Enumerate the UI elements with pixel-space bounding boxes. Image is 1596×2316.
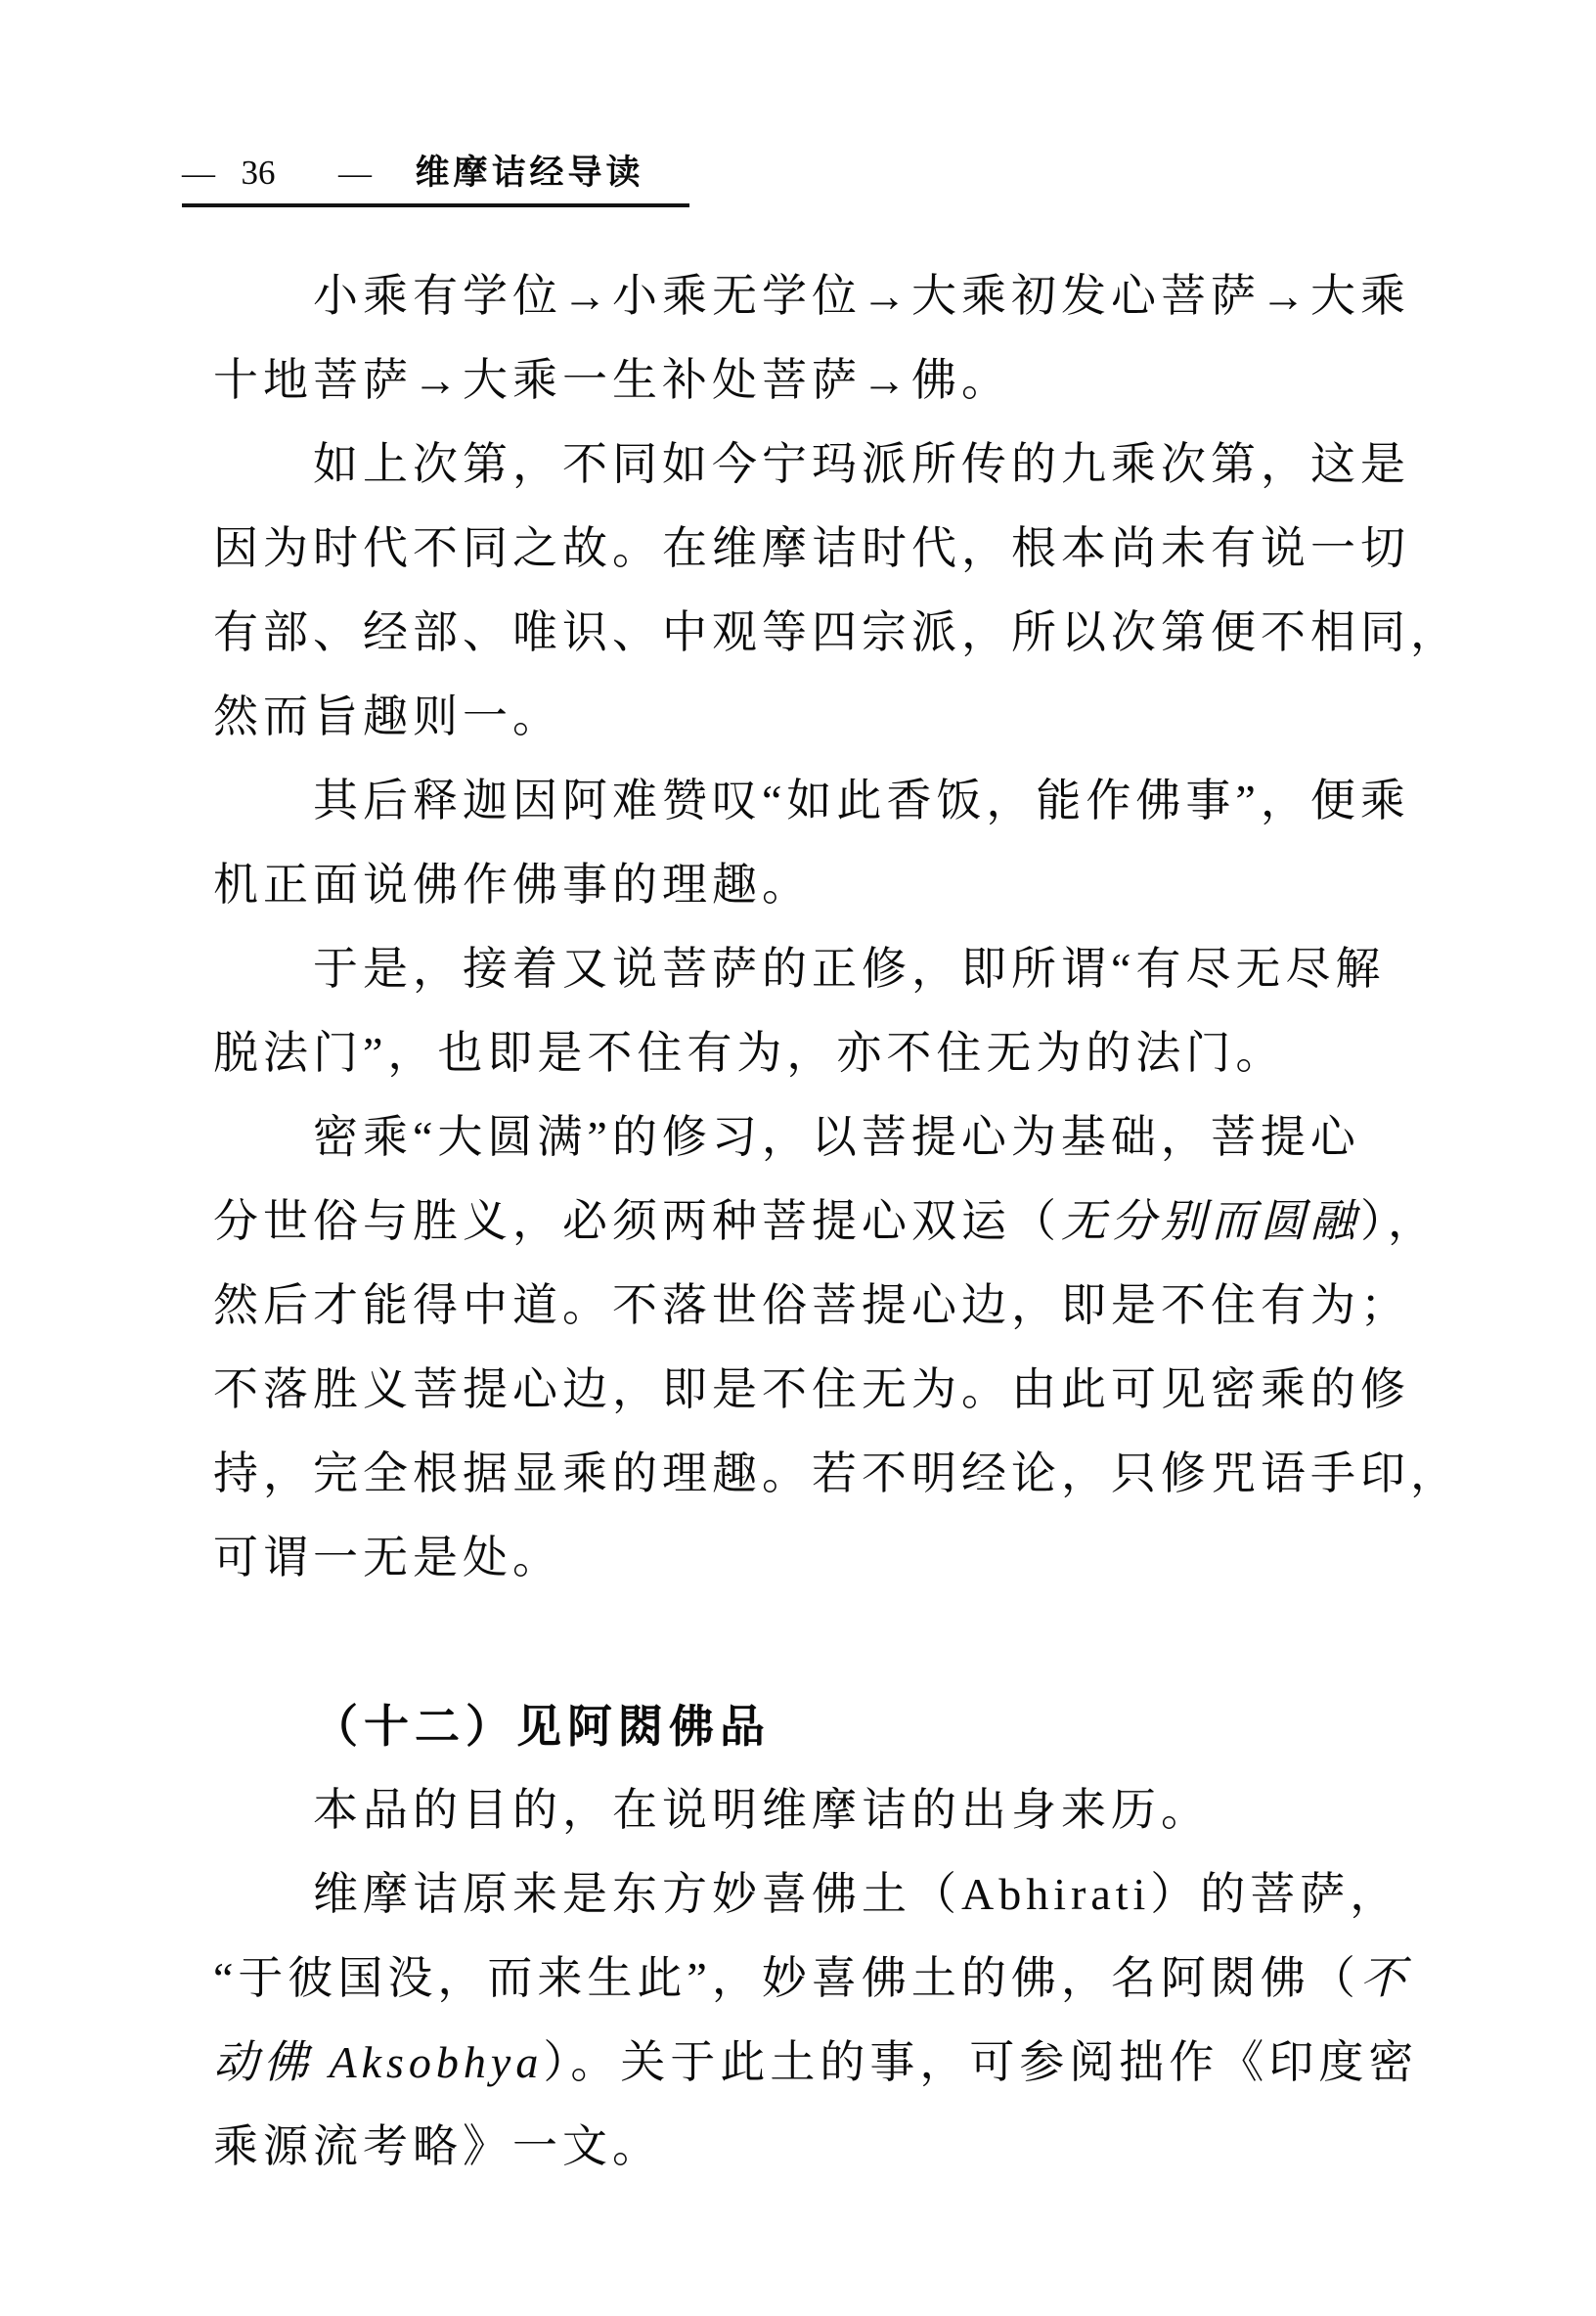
text-line <box>213 2105 1543 2189</box>
page-number: 36 <box>241 154 276 192</box>
line-text: 乘源流考略》一文。 <box>213 2121 662 2171</box>
body-text <box>213 254 1543 2189</box>
line-text: 机正面说佛作佛事的理趣。 <box>213 860 812 910</box>
text-line <box>213 423 1543 507</box>
line-text: 密乘“大圆满”的修习，以菩提心为基础，菩提心 <box>313 1112 1360 1162</box>
text-line <box>213 1095 1543 1180</box>
line-text: 如上次第，不同如今宁玛派所传的九乘次第，这是 <box>313 439 1410 489</box>
section-gap <box>213 1600 1543 1684</box>
text-line <box>213 927 1543 1011</box>
page-header <box>182 153 689 207</box>
line-text: 然后才能得中道。不落世俗菩提心边，即是不住有为； <box>213 1280 1410 1330</box>
line-text-kai: 无分别而圆融 <box>1061 1196 1360 1246</box>
text-line <box>213 759 1543 843</box>
text-line <box>213 2021 1543 2105</box>
text-line <box>213 1264 1543 1348</box>
line-text-kai: 动佛 Aksobhya <box>213 2037 544 2087</box>
line-text: ）。关于此土的事，可参阅拙作《印度密 <box>543 2037 1419 2087</box>
line-text: 分世俗与胜义，必须两种菩提心双运（ <box>213 1196 1061 1246</box>
line-text-kai: 不 <box>1359 1953 1410 2003</box>
text-line <box>213 338 1543 423</box>
header-left-dash: — <box>182 156 215 192</box>
line-text: 本品的目的，在说明维摩诘的出身来历。 <box>313 1785 1211 1835</box>
line-text: 有部、经部、唯识、中观等四宗派，所以次第便不相同， <box>213 607 1460 657</box>
section-heading <box>213 1684 1543 1768</box>
section-heading-text: （十二）见阿閦佛品 <box>313 1701 771 1752</box>
line-text: 维摩诘原来是东方妙喜佛土（Abhirati）的菩萨， <box>313 1869 1400 1919</box>
book-title: 维摩诘经导读 <box>415 154 644 192</box>
text-line <box>213 1852 1543 1937</box>
text-line <box>213 675 1543 759</box>
text-line <box>213 507 1543 591</box>
line-text: 其后释迦因阿难赞叹“如此香饭，能作佛事”，便乘 <box>313 776 1410 825</box>
text-line <box>213 1937 1543 2021</box>
line-text: 十地菩萨→大乘一生补处菩萨→佛。 <box>213 355 1011 405</box>
text-line <box>213 1432 1543 1516</box>
line-text: 脱法门”，也即是不住有为，亦不住无为的法门。 <box>213 1028 1286 1078</box>
page-header-rule <box>182 153 689 207</box>
text-line <box>213 843 1543 927</box>
line-text: 因为时代不同之故。在维摩诘时代，根本尚未有说一切 <box>213 523 1410 573</box>
line-text: “于彼国没，而来生此”，妙喜佛土的佛，名阿閦佛（ <box>213 1953 1360 2003</box>
line-text: ）， <box>1360 1196 1438 1246</box>
text-line <box>213 1011 1543 1095</box>
line-text: 于是，接着又说菩萨的正修，即所谓“有尽无尽解 <box>313 944 1386 994</box>
text-line <box>213 1516 1543 1600</box>
line-text: 不落胜义菩提心边，即是不住无为。由此可见密乘的修 <box>213 1364 1410 1414</box>
text-line <box>213 254 1543 338</box>
line-text: 然而旨趣则一。 <box>213 691 562 741</box>
line-text: 持，完全根据显乘的理趣。若不明经论，只修咒语手印， <box>213 1448 1460 1498</box>
text-line <box>213 1348 1543 1432</box>
line-text: 可谓一无是处。 <box>213 1533 562 1582</box>
header-right-dash: — <box>338 156 372 192</box>
text-line <box>213 591 1543 675</box>
text-line <box>213 1180 1543 1264</box>
line-text: 小乘有学位→小乘无学位→大乘初发心菩萨→大乘 <box>313 271 1410 321</box>
text-line <box>213 1768 1543 1852</box>
